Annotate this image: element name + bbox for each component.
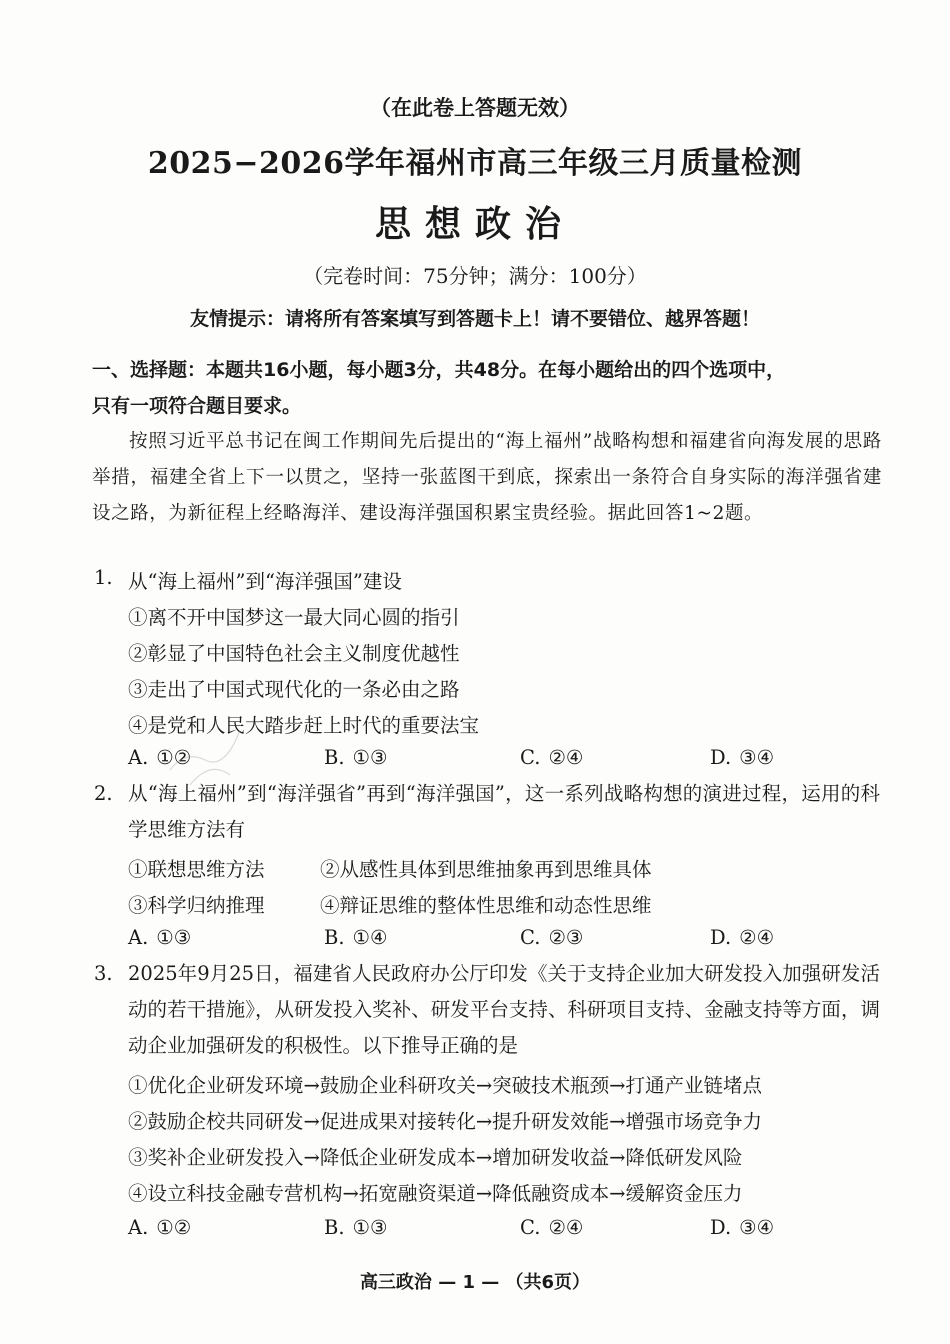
watermark-scribble-icon [150, 690, 270, 800]
question-3-option-d [710, 1216, 774, 1239]
question-3-number: 3. [94, 962, 113, 985]
option-letter: C. [520, 1216, 541, 1239]
question-1-statement-3: ③走出了中国式现代化的一条必由之路 [128, 678, 460, 701]
option-text: ①③ [352, 1216, 388, 1239]
option-text: ②④ [548, 746, 584, 769]
option-letter: C. [520, 926, 541, 949]
option-letter: D. [710, 1216, 732, 1239]
question-2-option-c [520, 926, 583, 949]
exam-timing: （完卷时间：75分钟；满分：100分） [303, 264, 647, 288]
question-1-stem: 从“海上福州”到“海洋强国”建设 [128, 570, 402, 593]
question-2-option-b [324, 926, 388, 949]
option-text: ①③ [156, 926, 192, 949]
option-text: ①② [156, 746, 192, 769]
question-3-statement-1: ①优化企业研发环境→鼓励企业科研攻关→突破技术瓶颈→打通产业链堵点 [128, 1074, 763, 1097]
section-heading-line-1: 一、选择题：本题共16小题，每小题3分，共48分。在每小题给出的四个选项中， [92, 359, 786, 381]
option-text: ②④ [548, 1216, 584, 1239]
question-1-option-b [324, 746, 388, 769]
question-1-option-d [710, 746, 774, 769]
question-2-statement-2: ②从感性具体到思维抽象再到思维具体 [320, 858, 652, 881]
section-heading [92, 352, 882, 424]
question-1-statement-1: ①离不开中国梦这一最大同心圆的指引 [128, 606, 460, 629]
question-2-statement-3: ③科学归纳推理 [128, 894, 265, 917]
option-letter: A. [128, 926, 149, 949]
question-1-number: 1. [94, 566, 113, 589]
question-3-statement-3: ③奖补企业研发投入→降低企业研发成本→增加研发收益→降低研发风险 [128, 1146, 743, 1169]
option-letter: D. [710, 926, 732, 949]
option-letter: B. [324, 1216, 345, 1239]
question-1-statement-4: ④是党和人民大踏步赶上时代的重要法宝 [128, 714, 480, 737]
question-3-option-c [520, 1216, 583, 1239]
option-text: ②④ [739, 926, 775, 949]
question-3-options [128, 1216, 888, 1246]
option-text: ③④ [739, 746, 775, 769]
question-1-option-c [520, 746, 583, 769]
question-3-statement-2: ②鼓励企校共同研发→促进成果对接转化→提升研发效能→增强市场竞争力 [128, 1110, 763, 1133]
exam-title: 2025−2026学年福州市高三年级三月质量检测 [147, 146, 803, 181]
question-3-option-a [128, 1216, 191, 1239]
question-2-number: 2. [94, 782, 113, 805]
question-1-statement-2: ②彰显了中国特色社会主义制度优越性 [128, 642, 460, 665]
option-letter: C. [520, 746, 541, 769]
friendly-tip: 友情提示：请将所有答案填写到答题卡上！请不要错位、越界答题！ [189, 308, 760, 330]
option-letter: D. [710, 746, 732, 769]
section-heading-line-2: 只有一项符合题目要求。 [92, 395, 302, 417]
question-2-stem: 从“海上福州”到“海洋强省”再到“海洋强国”，这一系列战略构想的演进过程，运用的科学思维方法有 [128, 782, 880, 841]
option-text: ①② [156, 1216, 192, 1239]
question-3-stem: 2025年9月25日，福建省人民政府办公厅印发《关于支持企业加大研发投入加强研发活动的若干措施》，从研发投入奖补、研发平台支持、科研项目支持、金融支持等方面，调动企业加强研发的积极性。以下推导正确的是 [128, 962, 880, 1057]
option-text: ②③ [548, 926, 584, 949]
option-letter: B. [324, 746, 345, 769]
option-letter: A. [128, 746, 149, 769]
option-text: ①③ [352, 746, 388, 769]
option-letter: A. [128, 1216, 149, 1239]
reading-passage: 按照习近平总书记在闽工作期间先后提出的“海上福州”战略构想和福建省向海发展的思路举措，福建全省上下一以贯之，坚持一张蓝图干到底，探索出一条符合自身实际的海洋强省建设之路，为新征程上经略海洋、建设海洋强国积累宝贵经验。据此回答1~2题。 [92, 431, 882, 524]
option-letter: B. [324, 926, 345, 949]
option-text: ③④ [739, 1216, 775, 1239]
question-2-options [128, 926, 888, 956]
question-2-option-a [128, 926, 191, 949]
subject-title: 思想政治 [374, 203, 575, 245]
page-footer: 高三政治 — 1 — （共6页） [359, 1272, 591, 1293]
question-2-option-d [710, 926, 774, 949]
question-2-statement-1: ①联想思维方法 [128, 858, 265, 881]
question-3-statement-4: ④设立科技金融专营机构→拓宽融资渠道→降低融资成本→缓解资金压力 [128, 1182, 743, 1205]
question-3-option-b [324, 1216, 388, 1239]
answer-invalid-notice: （在此卷上答题无效） [370, 96, 580, 120]
option-text: ①④ [352, 926, 388, 949]
question-2-statement-4: ④辩证思维的整体性思维和动态性思维 [320, 894, 652, 917]
